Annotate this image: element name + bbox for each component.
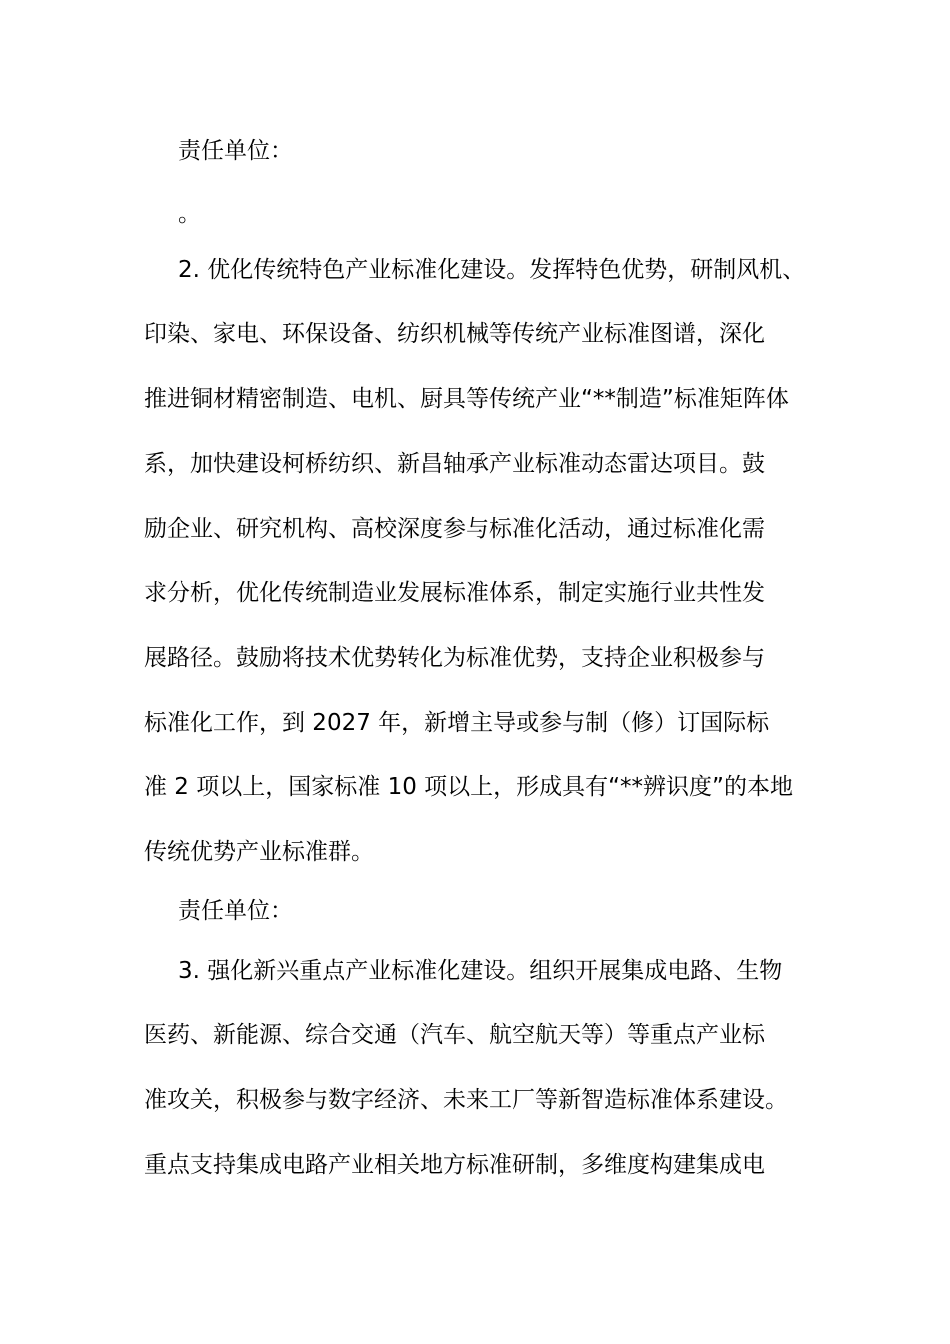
section-2-line-8: 标准化工作，到 2027 年，新增主导或参与制（修）订国际标 bbox=[144, 710, 770, 736]
section-3-line-3: 准攻关，积极参与数字经济、未来工厂等新智造标准体系建设。 bbox=[144, 1087, 788, 1113]
section-2-line-6: 求分析，优化传统制造业发展标准体系，制定实施行业共性发 bbox=[144, 580, 765, 606]
responsible-unit-label-1: 责任单位： bbox=[178, 138, 293, 164]
section-3-line-2: 医药、新能源、综合交通（汽车、航空航天等）等重点产业标 bbox=[144, 1022, 765, 1048]
placeholder-period: 。 bbox=[178, 201, 201, 227]
responsible-unit-label-2: 责任单位： bbox=[178, 898, 293, 924]
section-2-line-3: 推进铜材精密制造、电机、厨具等传统产业“**制造”标准矩阵体 bbox=[144, 386, 789, 412]
section-2-line-5: 励企业、研究机构、高校深度参与标准化活动，通过标准化需 bbox=[144, 516, 765, 542]
section-2-line-9: 准 2 项以上，国家标准 10 项以上，形成具有“**辨识度”的本地 bbox=[144, 774, 793, 800]
section-2-line-4: 系，加快建设柯桥纺织、新昌轴承产业标准动态雷达项目。鼓 bbox=[144, 451, 765, 477]
section-2-line-10: 传统优势产业标准群。 bbox=[144, 839, 374, 865]
section-2-line-2: 印染、家电、环保设备、纺织机械等传统产业标准图谱，深化 bbox=[144, 321, 765, 347]
section-2-line-7: 展路径。鼓励将技术优势转化为标准优势，支持企业积极参与 bbox=[144, 645, 765, 671]
section-3-line-4: 重点支持集成电路产业相关地方标准研制，多维度构建集成电 bbox=[144, 1152, 765, 1178]
section-2-heading-line: 2. 优化传统特色产业标准化建设。发挥特色优势，研制风机、 bbox=[178, 257, 806, 283]
section-3-heading-line: 3. 强化新兴重点产业标准化建设。组织开展集成电路、生物 bbox=[178, 958, 783, 984]
